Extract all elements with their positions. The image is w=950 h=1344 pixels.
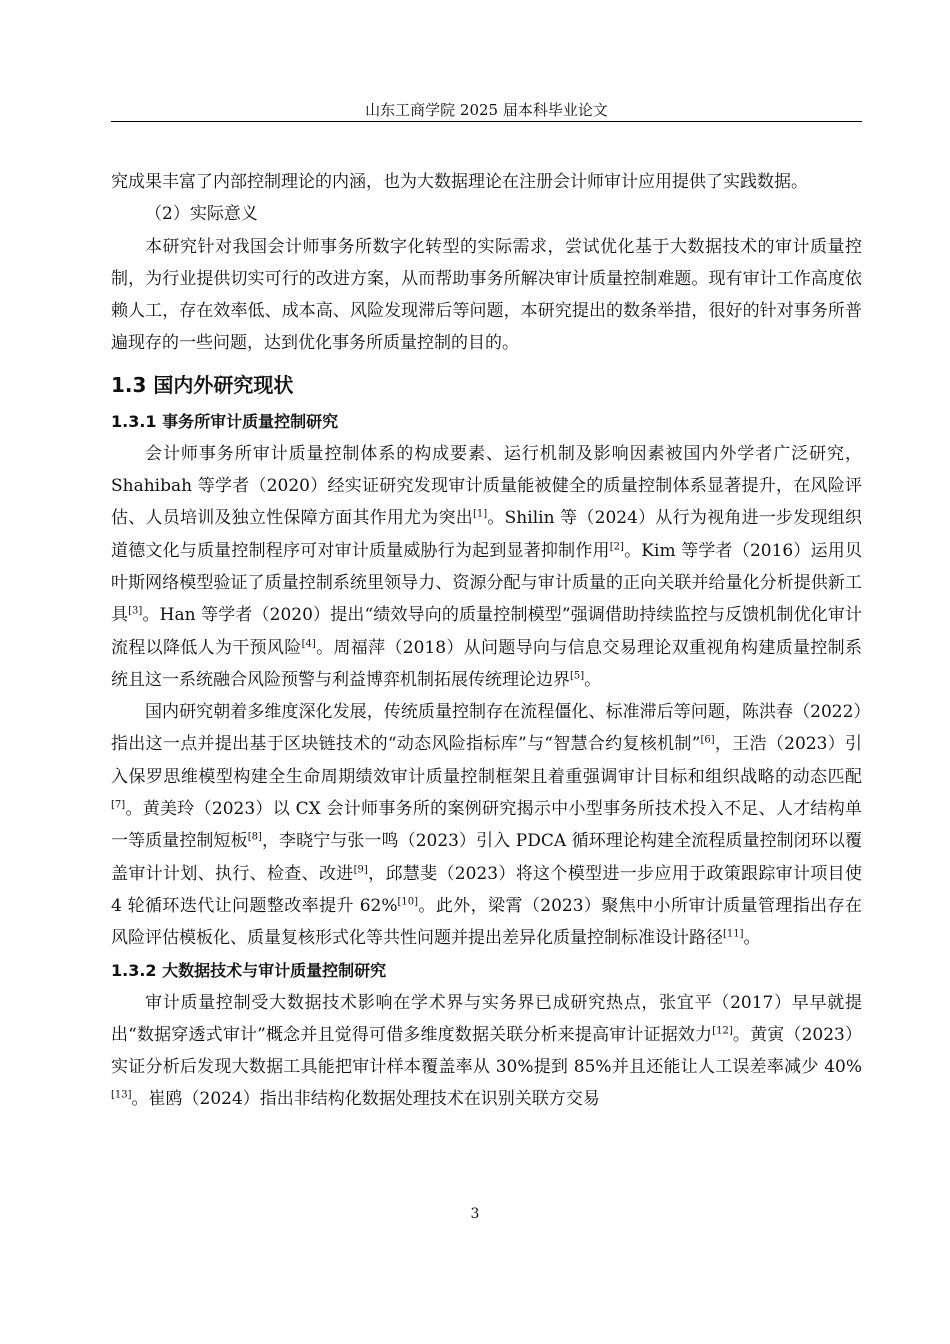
citation: [7] — [111, 799, 126, 811]
paragraph — [111, 987, 862, 1116]
citation: [10] — [397, 896, 419, 908]
citation: [8] — [247, 831, 262, 843]
section-heading: 1.3 国内外研究现状 — [111, 372, 294, 397]
text-run: 。崔鸥（2024）指出非结构化数据处理技术在识别关联方交易 — [131, 1089, 600, 1110]
text-run: 会计师事务所审计质量控制体系的构成要素、运行机制及影响因素被国内外学者广泛研究，Shahibah 等学者（2020）经实证研究发现审计质量能被健全的质量控制体系显著提升，在风险评估、人员培训及独立性保障方面其作用尤为突出 — [111, 443, 862, 529]
subsection-heading: 1.3.2 大数据技术与审计质量控制研究 — [111, 960, 387, 980]
text-run: ，邱慧斐（2023）将这个模型进一步应用于政策跟踪审计项目使 4 轮循环迭代让问题整改率提升 62% — [111, 863, 863, 916]
text-run: 。 — [743, 928, 761, 949]
text-run: 。Han 等学者（2020）提出“绩效导向的质量控制模型”强调借助持续监控与反馈机制优化审计流程以降低人为干预风险 — [111, 605, 863, 658]
text-run: 。Kim 等学者（2016）运用贝叶斯网络模型验证了质量控制系统里领导力、资源分配与审计质量的正向关联并给量化分析提供新工具 — [111, 540, 863, 626]
text-run: 。黄美玲（2023）以 CX 会计师事务所的案例研究揭示中小型事务所技术投入不足、人才结构单一等质量控制短板 — [111, 799, 862, 852]
running-header: 山东工商学院 2025 届本科毕业论文 — [365, 101, 608, 119]
citation: [1] — [473, 508, 488, 520]
text-run: 。此外，梁霄（2023）聚焦中小所审计质量管理指出存在风险评估模板化、质量复核形式化等共性问题并提出差异化质量控制标准设计路径 — [111, 895, 862, 949]
citation: [6] — [700, 734, 715, 746]
text-run: ，王浩（2023）引入保罗思维模型构建全生命周期绩效审计质量控制框架且着重强调审计目标和组织战略的动态匹配 — [111, 734, 863, 787]
text-run: ，李晓宁与张一鸣（2023）引入 PDCA 循环理论构建全流程质量控制闭环以覆盖审计计划、执行、检查、改进 — [111, 831, 862, 884]
text-run: 。Shilin 等（2024）从行为视角进一步发现组织道德文化与质量控制程序可对审计质量威胁行为起到显著抑制作用 — [111, 508, 862, 561]
citation: [12] — [712, 1025, 733, 1037]
subheading-practical-significance: （2）实际意义 — [145, 204, 258, 225]
citation: [11] — [723, 928, 744, 940]
subsection-heading: 1.3.1 事务所审计质量控制研究 — [111, 411, 339, 431]
citation: [5] — [570, 670, 585, 682]
text-run: 。 — [584, 669, 602, 690]
text-run: 审计质量控制受大数据技术影响在学术界与实务界已成研究热点，张宜平（2017）早早就提出“数据穿透式审计”概念并且觉得可借多维度数据关联分析来提高审计证据效力 — [111, 992, 862, 1045]
citation: [9] — [353, 863, 368, 875]
citation: [13] — [111, 1089, 132, 1101]
citation: [2] — [609, 541, 624, 553]
paragraph: 本研究针对我国会计师事务所数字化转型的实际需求，尝试优化基于大数据技术的审计质量控制，为行业提供切实可行的改进方案，从而帮助事务所解决审计质量控制难题。现有审计工作高度依赖人工，存在效率低、成本高、风险发现滞后等问题，本研究提出的数条举措，很好的针对事务所普遍现存的一些问题，达到优化事务所质量控制的目的。 — [111, 236, 862, 354]
page-number: 3 — [470, 1206, 480, 1222]
paragraph — [111, 438, 862, 696]
text-run: 国内研究朝着多维度深化发展，传统质量控制存在流程僵化、标准滞后等问题，陈洪春（2022）指出这一点并提出基于区块链技术的“动态风险指标库”与“智慧合约复核机制” — [111, 702, 862, 755]
citation: [4] — [301, 637, 316, 649]
paragraph: 究成果丰富了内部控制理论的内涵，也为大数据理论在注册会计师审计应用提供了实践数据。 — [111, 172, 808, 192]
text-run: 。黄寅（2023）实证分析后发现大数据工具能把审计样本覆盖率从 30%提到 85%并且还能让人工误差率减少 40% — [111, 1024, 863, 1078]
paragraph — [111, 696, 862, 954]
text-run: 。周福萍（2018）从问题导向与信息交易理论双重视角构建质量控制系统且这一系统融合风险预警与利益博弈机制拓展传统理论边界 — [111, 637, 862, 690]
header-rule — [111, 121, 862, 122]
citation: [3] — [128, 605, 143, 617]
body-text — [111, 166, 862, 1116]
